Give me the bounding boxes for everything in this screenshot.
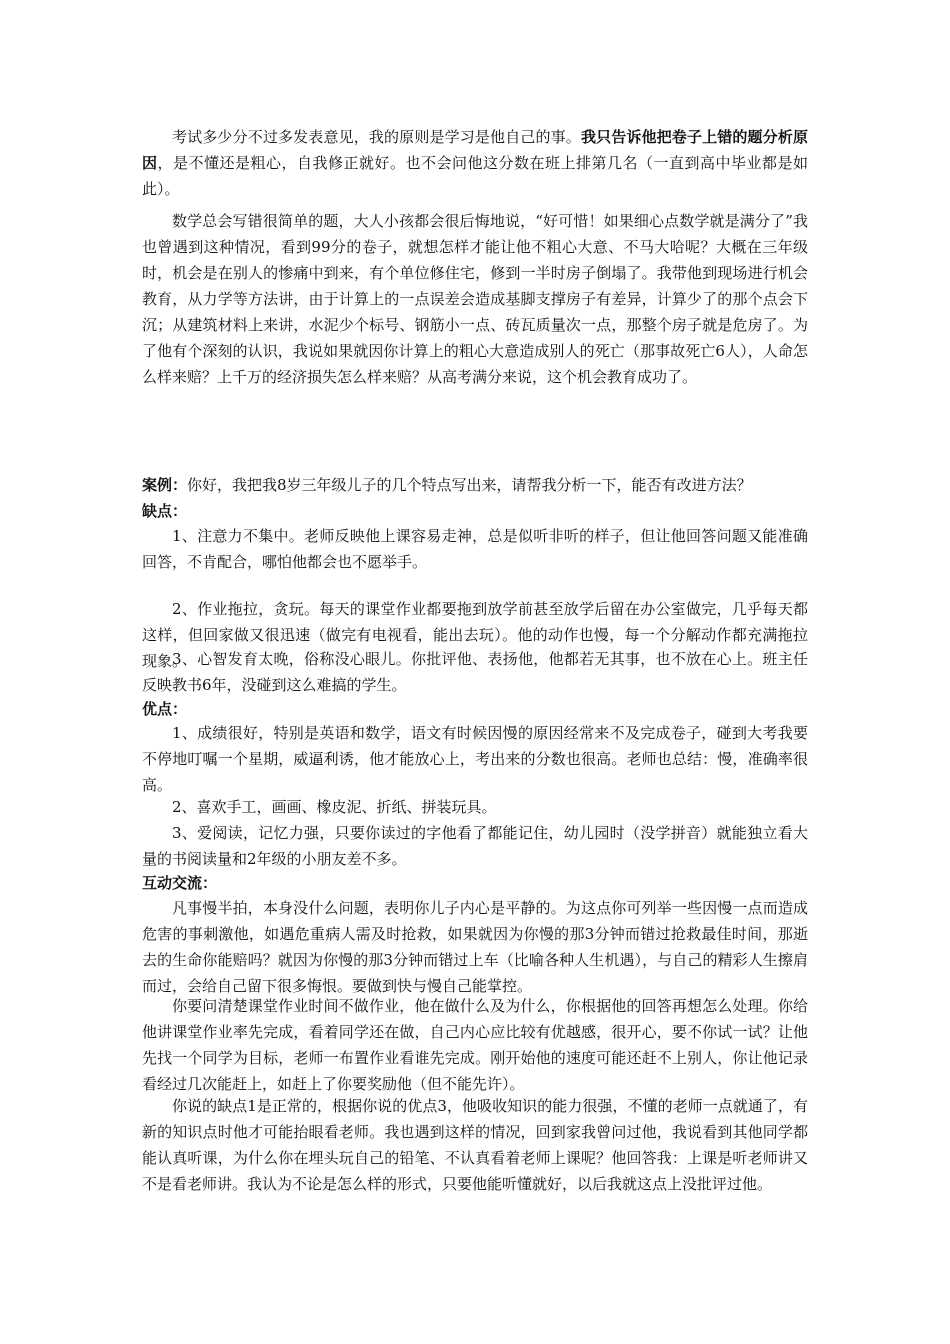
exchange-paragraph-3: 你说的缺点1是正常的，根据你说的优点3，他吸收知识的能力很强，不懂的老师一点就通了，有新的知识点时他才可能抬眼看老师。我也遇到这样的情况，回到家我曾问过他，我说看到其他同学都能认真听课，为什么你在埋头玩自己的铅笔、不认真看着老师上课呢？他回答我：上课是听老师讲又不是看老师讲。我认为不论是怎么样的形式，只要他能听懂就好，以后我就这点上没批评过他。 [142, 1097, 808, 1193]
case-line [142, 472, 808, 498]
strengths-heading: 优点： [142, 700, 188, 718]
case-label: 案例： [142, 476, 188, 494]
strength-item-2: 2、喜欢手工，画画、橡皮泥、折纸、拼装玩具。 [172, 798, 497, 816]
exchange-heading: 互动交流： [142, 874, 218, 892]
weakness-item-2: 2、作业拖拉，贪玩。每天的课堂作业都要拖到放学前甚至放学后留在办公室做完，几乎每天都这样，但回家做又很迅速（做完有电视看，能出去玩）。他的动作也慢，每一个分解动作都充满拖拉现象。 [142, 600, 808, 670]
paragraph-exam-scores [142, 124, 808, 202]
case-text: 你好，我把我8岁三年级儿子的几个特点写出来，请帮我分析一下，能否有改进方法？ [187, 476, 752, 494]
exchange-paragraph-1: 凡事慢半拍，本身没什么问题，表明你儿子内心是平静的。为这点你可列举一些因慢一点而造成危害的事刺激他，如遇危重病人需及时抢救，如果就因为你慢的那3分钟而错过抢救最佳时间，那逝去的生命你能赔吗？就因为你慢的那3分钟而错过上车（比喻各种人生机遇），与自己的精彩人生擦肩而过，会给自己留下很多悔恨。要做到快与慢自己能掌控。 [142, 899, 808, 995]
weaknesses-heading: 缺点： [142, 502, 188, 520]
strength-item-3: 3、爱阅读，记忆力强，只要你读过的字他看了都能记住，幼儿园时（没学拼音）就能独立看大量的书阅读量和2年级的小朋友差不多。 [142, 824, 808, 868]
strength-item-1: 1、成绩很好，特别是英语和数学，语文有时候因慢的原因经常来不及完成卷子，碰到大考我要不停地叮嘱一个星期，威逼利诱，他才能放心上，考出来的分数也很高。老师也总结：慢，准确率很高。 [142, 724, 808, 794]
text: ，是不懂还是粗心，自我修正就好。也不会问他这分数在班上排第几名（一直到高中毕业都是如此）。 [142, 154, 808, 198]
text: 考试多少分不过多发表意见，我的原则是学习是他自己的事。 [172, 128, 581, 146]
exchange-paragraph-2: 你要问清楚课堂作业时间不做作业，他在做什么及为什么，你根据他的回答再想怎么处理。你给他讲课堂作业率先完成，看着同学还在做，自己内心应比较有优越感，很开心，要不你试一试？让他先找一个同学为目标，老师一布置作业看谁先完成。刚开始他的速度可能还赶不上别人，你让他记录看经过几次能赶上，如赶上了你要奖励他（但不能先许）。 [142, 997, 808, 1093]
paragraph-math-carelessness: 数学总会写错很简单的题，大人小孩都会很后悔地说，“好可惜！如果细心点数学就是满分了”我也曾遇到这种情况，看到99分的卷子，就想怎样才能让他不粗心大意、不马大哈呢？大概在三年级时，机会是在别人的惨痛中到来，有个单位修住宅，修到一半时房子倒塌了。我带他到现场进行机会教育，从力学等方法讲，由于计算上的一点误差会造成基脚支撑房子有差异，计算少了的那个点会下沉；从建筑材料上来讲，水泥少个标号、钢筋小一点、砖瓦质量次一点，那整个房子就是危房了。为了他有个深刻的认识，我说如果就因你计算上的粗心大意造成别人的死亡（那事故死亡6人），人命怎么样来赔？上千万的经济损失怎么样来赔？从高考满分来说，这个机会教育成功了。 [142, 212, 808, 386]
weakness-item-3: 3、心智发育太晚，俗称没心眼儿。你批评他、表扬他，他都若无其事，也不放在心上。班主任反映教书6年，没碰到这么难搞的学生。 [142, 650, 808, 694]
bold-text: 我只告诉他把卷子上错的题分析原因 [142, 128, 808, 172]
weakness-item-1: 1、注意力不集中。老师反映他上课容易走神，总是似听非听的样子，但让他回答问题又能准确回答，不肯配合，哪怕他都会也不愿举手。 [142, 527, 808, 571]
